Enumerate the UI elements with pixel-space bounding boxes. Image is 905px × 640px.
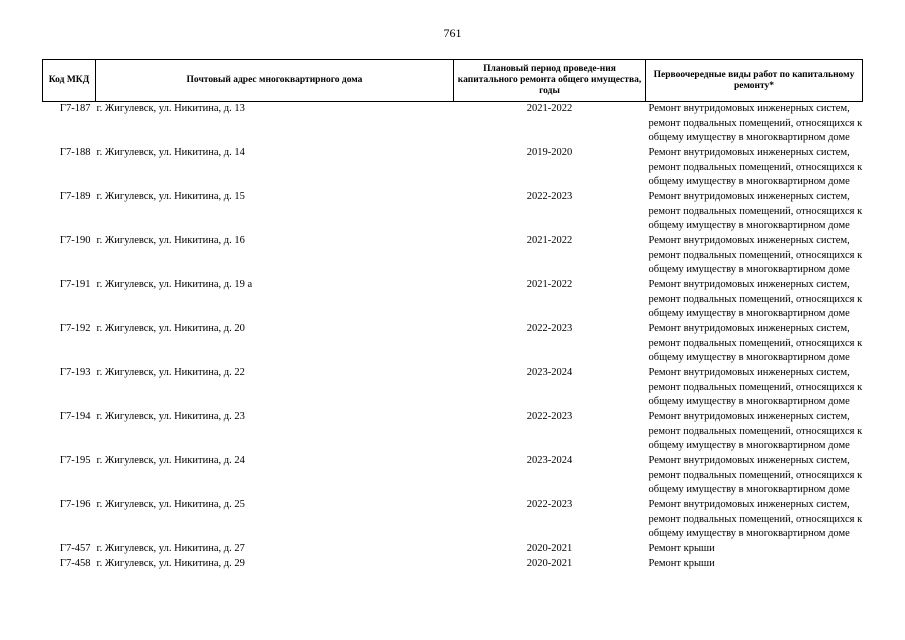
cell-works: Ремонт внутридомовых инженерных систем, ремонт подвальных помещений, относящихся к общему имуществу в многоквартирном доме <box>648 411 863 451</box>
header-works: Первоочередные виды работ по капитальному ремонту* <box>646 60 863 102</box>
header-address: Почтовый адрес многоквартирного дома <box>96 60 454 102</box>
cell-code: Г7-196 <box>59 499 91 510</box>
cell-address: г. Жигулевск, ул. Никитина, д. 27 <box>96 543 245 554</box>
table-row <box>43 557 863 572</box>
cell-works: Ремонт внутридомовых инженерных систем, ремонт подвальных помещений, относящихся к общему имуществу в многоквартирном доме <box>648 191 863 231</box>
cell-works: Ремонт крыши <box>648 543 715 554</box>
cell-code: Г7-190 <box>59 235 91 246</box>
cell-period: 2023-2024 <box>526 455 573 466</box>
cell-period: 2021-2022 <box>526 235 573 246</box>
table-row <box>43 278 863 322</box>
table-row <box>43 322 863 366</box>
table-row <box>43 410 863 454</box>
cell-works: Ремонт внутридомовых инженерных систем, ремонт подвальных помещений, относящихся к общему имуществу в многоквартирном доме <box>648 147 863 187</box>
cell-code: Г7-187 <box>59 103 91 114</box>
cell-works: Ремонт внутридомовых инженерных систем, ремонт подвальных помещений, относящихся к общему имуществу в многоквартирном доме <box>648 455 863 495</box>
cell-address: г. Жигулевск, ул. Никитина, д. 14 <box>96 147 245 158</box>
header-period: Плановый период проведе-ния капитального ремонта общего имущества, годы <box>454 60 646 102</box>
cell-code: Г7-194 <box>59 411 91 422</box>
cell-period: 2022-2023 <box>526 499 573 510</box>
table-row <box>43 498 863 542</box>
cell-address: г. Жигулевск, ул. Никитина, д. 24 <box>96 455 245 466</box>
cell-period: 2019-2020 <box>526 147 573 158</box>
table-header-row <box>43 60 863 102</box>
cell-period: 2022-2023 <box>526 411 573 422</box>
table-row <box>43 146 863 190</box>
page-number: 761 <box>443 26 462 40</box>
cell-works: Ремонт внутридомовых инженерных систем, ремонт подвальных помещений, относящихся к общему имуществу в многоквартирном доме <box>648 103 863 143</box>
table-row <box>43 454 863 498</box>
cell-code: Г7-189 <box>59 191 91 202</box>
cell-code: Г7-195 <box>59 455 91 466</box>
table-row <box>43 366 863 410</box>
table-row <box>43 234 863 278</box>
cell-works: Ремонт внутридомовых инженерных систем, ремонт подвальных помещений, относящихся к общему имуществу в многоквартирном доме <box>648 367 863 407</box>
cell-address: г. Жигулевск, ул. Никитина, д. 19 а <box>96 279 253 290</box>
cell-address: г. Жигулевск, ул. Никитина, д. 13 <box>96 103 245 114</box>
cell-period: 2020-2021 <box>526 558 573 569</box>
cell-works: Ремонт крыши <box>648 558 715 569</box>
header-code: Код МКД <box>43 60 96 102</box>
registry-table <box>42 59 863 572</box>
cell-address: г. Жигулевск, ул. Никитина, д. 25 <box>96 499 245 510</box>
cell-period: 2022-2023 <box>526 323 573 334</box>
cell-code: Г7-188 <box>59 147 91 158</box>
cell-address: г. Жигулевск, ул. Никитина, д. 22 <box>96 367 245 378</box>
cell-code: Г7-193 <box>59 367 91 378</box>
cell-works: Ремонт внутридомовых инженерных систем, ремонт подвальных помещений, относящихся к общему имуществу в многоквартирном доме <box>648 323 863 363</box>
cell-works: Ремонт внутридомовых инженерных систем, ремонт подвальных помещений, относящихся к общему имуществу в многоквартирном доме <box>648 499 863 539</box>
cell-period: 2021-2022 <box>526 103 573 114</box>
cell-code: Г7-191 <box>59 279 91 290</box>
cell-address: г. Жигулевск, ул. Никитина, д. 29 <box>96 558 245 569</box>
cell-address: г. Жигулевск, ул. Никитина, д. 20 <box>96 323 245 334</box>
table-row <box>43 102 863 147</box>
cell-works: Ремонт внутридомовых инженерных систем, ремонт подвальных помещений, относящихся к общему имуществу в многоквартирном доме <box>648 279 863 319</box>
table-row <box>43 190 863 234</box>
cell-works: Ремонт внутридомовых инженерных систем, ремонт подвальных помещений, относящихся к общему имуществу в многоквартирном доме <box>648 235 863 275</box>
cell-code: Г7-192 <box>59 323 91 334</box>
cell-code: Г7-457 <box>59 543 91 554</box>
cell-code: Г7-458 <box>59 558 91 569</box>
cell-period: 2020-2021 <box>526 543 573 554</box>
cell-period: 2023-2024 <box>526 367 573 378</box>
cell-address: г. Жигулевск, ул. Никитина, д. 15 <box>96 191 245 202</box>
cell-address: г. Жигулевск, ул. Никитина, д. 16 <box>96 235 245 246</box>
cell-address: г. Жигулевск, ул. Никитина, д. 23 <box>96 411 245 422</box>
cell-period: 2021-2022 <box>526 279 573 290</box>
table-row <box>43 542 863 557</box>
cell-period: 2022-2023 <box>526 191 573 202</box>
